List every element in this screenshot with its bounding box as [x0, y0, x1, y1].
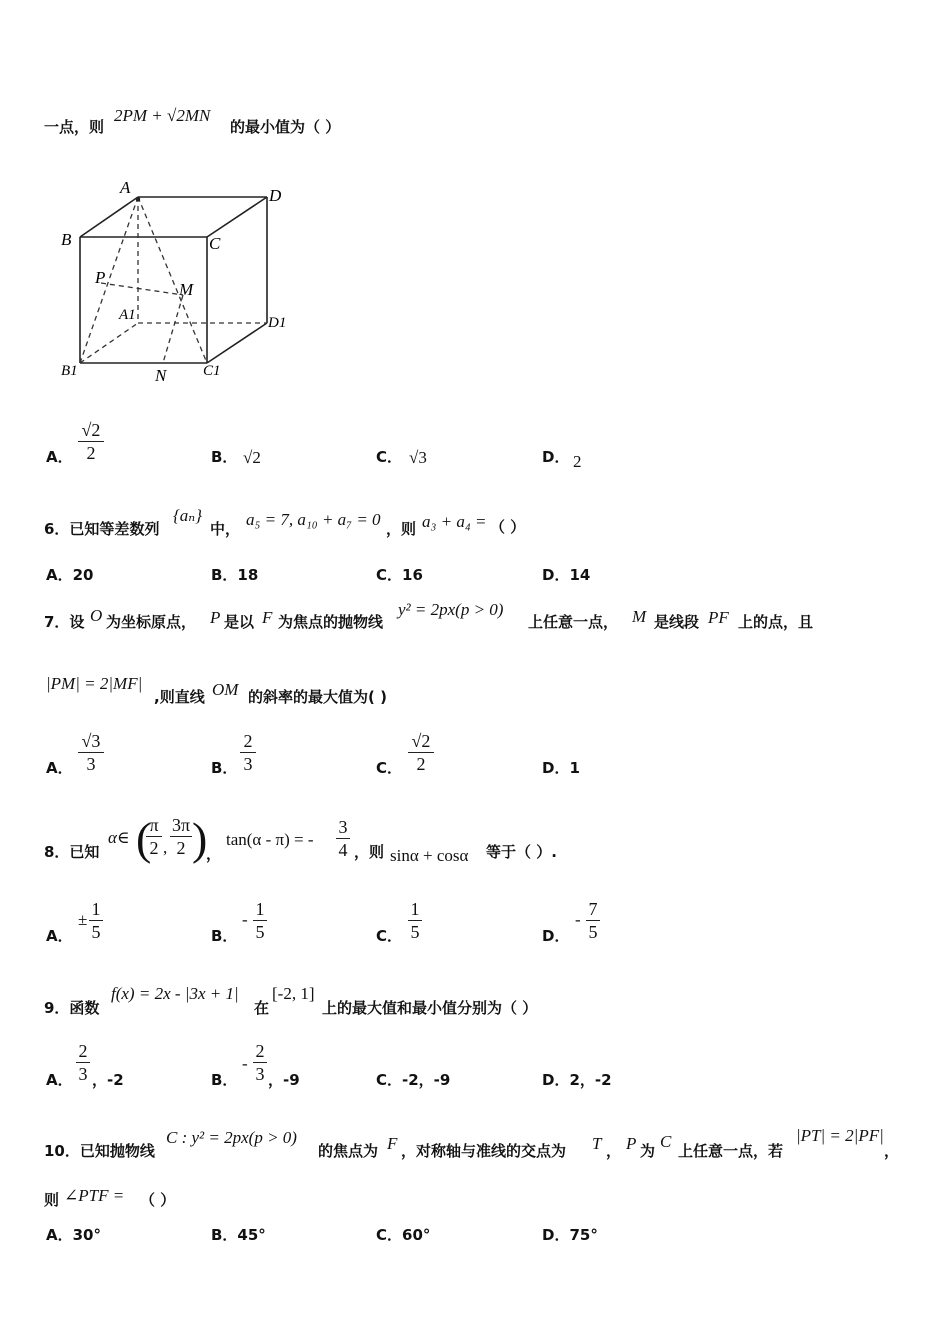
q10-T: T	[592, 1134, 602, 1153]
q8-c-den: 5	[410, 922, 420, 942]
q6-stem-1: 6．已知等差数列	[44, 520, 160, 538]
q8-interval-lower-den: 2	[149, 838, 159, 858]
label-P: P	[95, 268, 106, 287]
q6-option-b[interactable]: B．18	[211, 566, 259, 584]
q8-tan-den: 4	[338, 840, 348, 860]
q9-a-rest: ，-2	[92, 1071, 124, 1089]
q8-d-den: 5	[588, 922, 598, 942]
point-A	[136, 197, 140, 201]
q9-stem-1: 9．函数	[44, 999, 100, 1017]
q10-F: F	[387, 1134, 398, 1153]
q9-option-b-fraction	[253, 1041, 267, 1084]
q7-a-denominator: 3	[86, 754, 96, 774]
label-B: B	[61, 230, 72, 249]
q8-stem-3: ，则	[354, 843, 385, 861]
q9-b-den: 3	[255, 1064, 265, 1084]
q8-left-paren: (	[136, 813, 152, 864]
q7-stem-6: 是线段	[654, 613, 700, 631]
q7-stem-5: 上任意一点，	[528, 613, 619, 631]
q5-a-numerator: √2	[81, 420, 101, 440]
q10-stem-7: ，	[884, 1142, 900, 1160]
q7-option-d[interactable]: D．1	[542, 759, 580, 777]
q8-option-b-label[interactable]: B．	[211, 927, 238, 945]
label-M: M	[179, 280, 194, 299]
q9-a-den: 3	[78, 1064, 88, 1084]
q8-alpha-in: α∈	[108, 828, 130, 847]
q10-option-a[interactable]: A．30°	[46, 1226, 101, 1244]
cube-figure	[55, 175, 305, 385]
q7-stem-7: 上的点，且	[738, 613, 814, 631]
q8-b-den: 5	[255, 922, 265, 942]
edge-BA	[80, 197, 138, 237]
q9-function: f(x) = 2x - |3x + 1|	[111, 984, 239, 1003]
q9-interval: [-2, 1]	[272, 984, 315, 1003]
q8-d-num: 7	[588, 899, 598, 919]
q5-option-c-label[interactable]: C．	[376, 448, 403, 466]
q5-a-denominator: 2	[86, 443, 96, 463]
line-PM	[101, 283, 183, 295]
q9-a-num: 2	[78, 1041, 88, 1061]
q7-P: P	[210, 608, 221, 627]
label-B1: B1	[61, 363, 78, 379]
q8-stem-1: 8．已知	[44, 843, 100, 861]
q8-b-num: 1	[255, 899, 265, 919]
q7-option-a-label[interactable]: A．	[46, 759, 73, 777]
q5-option-d-label[interactable]: D．	[542, 448, 570, 466]
q7-option-b-fraction	[240, 731, 256, 774]
q7-stem-3: 是以	[224, 613, 255, 631]
q9-b-num: 2	[255, 1041, 265, 1061]
q7-stem-2: 为坐标原点，	[106, 613, 197, 631]
q7-b-numerator: 2	[243, 731, 253, 751]
q8-option-c-label[interactable]: C．	[376, 927, 403, 945]
q8-tan-num: 3	[338, 817, 348, 837]
q8-tan-fraction	[336, 817, 350, 860]
q6-stem-3: ，则	[386, 520, 417, 538]
q5-option-a-fraction	[78, 420, 104, 463]
q8-c-num: 1	[410, 899, 420, 919]
q8-option-c-fraction	[408, 899, 422, 942]
label-C: C	[209, 234, 221, 253]
q5-stem-suffix: 的最小值为（ ）	[230, 118, 341, 136]
q5-expression: 2PM + √2MN	[114, 106, 211, 125]
q8-option-b-fraction	[253, 899, 267, 942]
q5-option-d-value: 2	[573, 452, 582, 471]
q8-stem-2: ，	[206, 845, 222, 863]
label-N: N	[155, 366, 167, 385]
edge-B1A1	[80, 323, 138, 363]
q9-option-d[interactable]: D．2，-2	[542, 1071, 612, 1089]
q10-stem-2: 的焦点为	[318, 1142, 379, 1160]
q8-option-d-fraction	[586, 899, 600, 942]
line-MN	[163, 295, 183, 363]
q10-angle: ∠PTF =	[64, 1186, 125, 1205]
q6-option-d[interactable]: D．14	[542, 566, 591, 584]
edge-C1D1	[207, 323, 267, 363]
q7-M: M	[632, 607, 647, 626]
q9-option-a-fraction	[76, 1041, 90, 1084]
q8-interval-upper-num: 3π	[171, 815, 191, 835]
q10-P: P	[626, 1134, 637, 1153]
label-A: A	[120, 178, 131, 197]
q10-option-d[interactable]: D．75°	[542, 1226, 598, 1244]
q9-option-c[interactable]: C．-2，-9	[376, 1071, 451, 1089]
q7-condition: |PM| = 2|MF|	[46, 674, 143, 693]
q8-d-sign: -	[575, 910, 581, 929]
label-A1: A1	[119, 307, 136, 323]
q6-stem-4: （ ）	[490, 518, 526, 536]
q7-F: F	[262, 608, 273, 627]
q9-stem-2: 在	[254, 999, 270, 1017]
label-D1: D1	[268, 315, 287, 331]
q5-stem-prefix: 一点，则	[44, 118, 105, 136]
q10-stem-8: 则	[44, 1191, 60, 1209]
q9-option-a-label[interactable]: A．	[46, 1071, 73, 1089]
label-C1: C1	[203, 363, 221, 379]
q7-b-denominator: 3	[243, 754, 253, 774]
q9-option-b-label[interactable]: B．	[211, 1071, 238, 1089]
q7-parabola: y² = 2px(p > 0)	[398, 600, 504, 619]
q8-interval-upper-den: 2	[176, 838, 186, 858]
q6-option-a[interactable]: A．20	[46, 566, 94, 584]
q10-stem-9: （ ）	[140, 1191, 176, 1209]
q5-option-a-label[interactable]: A．	[46, 448, 73, 466]
q10-option-c[interactable]: C．60°	[376, 1226, 431, 1244]
q7-c-numerator: √2	[411, 731, 431, 751]
q5-option-c-value: √3	[409, 448, 427, 467]
q6-option-c[interactable]: C．16	[376, 566, 423, 584]
q10-stem-4: ，	[606, 1142, 622, 1160]
q7-option-c-label[interactable]: C．	[376, 759, 403, 777]
q5-option-b-label[interactable]: B．	[211, 448, 238, 466]
q10-stem-3: ，对称轴与准线的交点为	[401, 1142, 567, 1160]
q7-stem-1: 7．设	[44, 613, 85, 631]
q10-condition: |PT| = 2|PF|	[796, 1126, 884, 1145]
q7-stem-8: ,则直线	[154, 688, 205, 706]
q8-a-den: 5	[91, 922, 101, 942]
q9-b-rest: ，-9	[268, 1071, 300, 1089]
q10-stem-6: 上任意一点，若	[678, 1142, 784, 1160]
q8-interval-lower	[146, 815, 162, 858]
q7-OM: OM	[212, 680, 239, 699]
q8-option-a-label[interactable]: A．	[46, 927, 73, 945]
q7-stem-4: 为焦点的抛物线	[278, 613, 384, 631]
q7-O: O	[90, 606, 103, 625]
q8-interval-upper	[170, 815, 192, 858]
q7-option-c-fraction	[408, 731, 434, 774]
label-D: D	[269, 186, 282, 205]
q10-option-b[interactable]: B．45°	[211, 1226, 266, 1244]
q5-option-b-value: √2	[243, 448, 261, 467]
q10-stem-5: 为	[640, 1142, 656, 1160]
q8-interval-sep: ,	[163, 838, 168, 857]
q6-stem-2: 中，	[210, 520, 241, 538]
q10-parabola: C : y² = 2px(p > 0)	[166, 1128, 297, 1147]
q8-option-a-fraction	[89, 899, 103, 942]
q9-stem-3: 上的最大值和最小值分别为（ ）	[322, 999, 538, 1017]
q8-right-paren: )	[192, 813, 208, 864]
q6-ask: a₃ + a₄ =	[422, 512, 487, 531]
q6-condition: a₅ = 7, a₁₀ + a₇ = 0	[246, 510, 381, 529]
edge-CD	[207, 197, 267, 237]
q10-C: C	[660, 1132, 672, 1151]
q8-option-d-label[interactable]: D．	[542, 927, 570, 945]
q8-a-num: 1	[91, 899, 101, 919]
q7-option-b-label[interactable]: B．	[211, 759, 238, 777]
q7-a-numerator: √3	[81, 731, 101, 751]
q8-b-sign: -	[242, 910, 248, 929]
line-AB1	[80, 197, 138, 363]
q8-sum-expr: sinα + cosα	[390, 846, 469, 865]
q10-stem-1: 10．已知抛物线	[44, 1142, 155, 1160]
q8-interval-lower-num: π	[149, 815, 159, 835]
q7-c-denominator: 2	[416, 754, 426, 774]
q8-a-sign: ±	[78, 910, 88, 929]
q7-option-a-fraction	[78, 731, 104, 774]
q6-sequence: {aₙ}	[173, 506, 202, 525]
q7-PF: PF	[708, 608, 729, 627]
line-AC1	[138, 197, 207, 363]
q9-b-sign: -	[242, 1054, 248, 1073]
q8-stem-4: 等于（ ）.	[486, 843, 557, 861]
q8-tan-expr: tan(α - π) = -	[226, 830, 314, 849]
q7-stem-9: 的斜率的最大值为( )	[248, 688, 387, 706]
